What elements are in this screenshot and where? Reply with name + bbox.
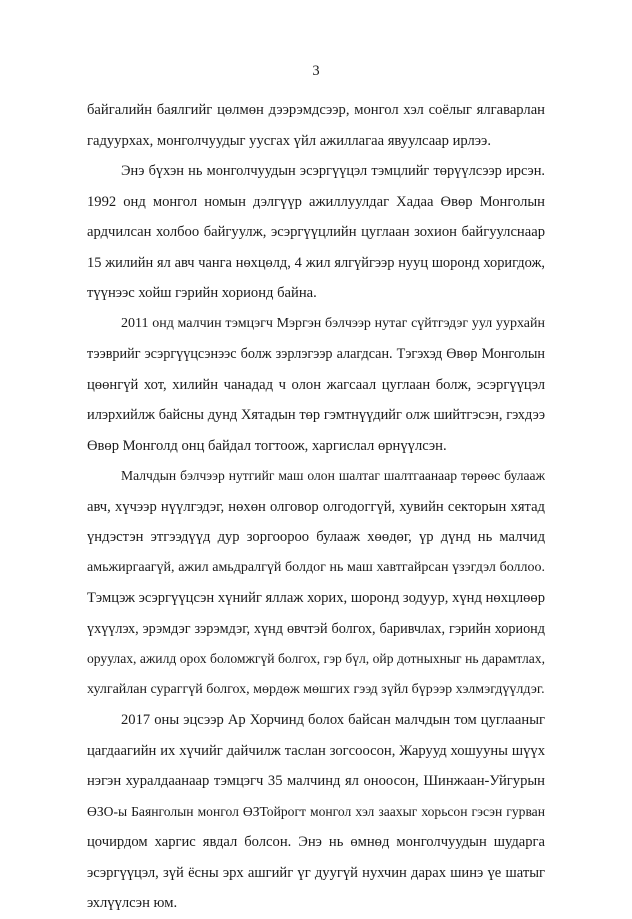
text-line: 15 жилийн ял авч чанга нөхцөлд, 4 жил ялгүйгээр нууц шоронд хоригдож, xyxy=(87,254,545,271)
text-line: оруулах, ажилд орох боломжгүй болгох, гэр бүл, ойр дотныхныг нь дарамтлах, xyxy=(87,651,545,666)
text-line: гадуурхах, монголчуудыг уусгах үйл ажиллагаа явуулсаар ирлээ. xyxy=(87,132,491,149)
page-number: 3 xyxy=(312,63,320,79)
text-line: Өвөр Монголд онц байдал тогтоож, харгислал өрнүүлсэн. xyxy=(87,437,447,454)
paragraph xyxy=(87,309,545,462)
text-line: байгалийн баялгийг цөлмөн дээрэмдсээр, монгол хэл соёлыг ялгаварлан xyxy=(87,102,545,118)
paragraph xyxy=(87,705,545,919)
text-line: нэгэн хуралдаанаар тэмцэгч 35 малчинд ял оноосон, Шинжаан-Уйгурын xyxy=(87,773,545,789)
text-line: цөөнгүй хот, хилийн чанадад ч олон жагсаал цуглаан болж, эсэргүүцэл xyxy=(87,376,545,393)
text-line: Энэ бүхэн нь монголчуудын эсэргүүцэл тэмцлийг төрүүлсээр ирсэн. xyxy=(121,163,545,179)
text-line: эсэргүүцэл, зүй ёсны эрх ашгийг үг дуугүй нухчин дарах шинэ үе шатыг xyxy=(87,864,545,881)
text-line: Тэмцэж эсэргүүцсэн хүнийг яллаж хорих, шоронд зодуур, хүнд нөхцлөөр xyxy=(87,590,545,606)
text-line: цочирдом харгис явдал болсон. Энэ нь өмнөд монголчуудын шударга xyxy=(87,834,545,850)
text-line: эхлүүлсэн юм. xyxy=(87,895,178,911)
text-line: амьжиргаагүй, ажил амьдралгүй болдог нь маш хавтгайрсан үзэгдэл боллоо. xyxy=(87,559,545,575)
text-line: хулгайлан сураггүй болгох, мөрдөж мөшгих гээд зүйл бүрээр хэлмэгдүүлдэг. xyxy=(87,681,545,697)
text-line: Малчдын бэлчээр нутгийг маш олон шалтаг шалтгаанаар төрөөс булааж xyxy=(121,468,545,483)
text-line: 2017 оны эцсээр Ар Хорчинд болох байсан малчдын том цуглааныг xyxy=(121,712,545,728)
text-line: тээврийг эсэргүүцсэнээс болж зэрлэгээр алагдсан. Тэгэхэд Өвөр Монголын xyxy=(87,346,545,362)
document-body xyxy=(87,95,545,919)
paragraph xyxy=(87,95,545,156)
text-line: цагдаагийн их хүчийг дайчилж таслан зогсоосон, Жарууд хошууны шүүх xyxy=(87,742,545,759)
text-line: авч, хүчээр нүүлгэдэг, нөхөн олговор олгодоггүй, хувийн секторын хятад xyxy=(87,498,545,515)
text-line: ӨЗО-ы Баянголын монгол ӨЗТойрогт монгол хэл заахыг хорьсон гэсэн гурван xyxy=(87,803,545,819)
text-line: 2011 онд малчин тэмцэгч Мэргэн бэлчээр нутаг сүйтгэдэг уул уурхайн xyxy=(121,315,545,331)
text-line: илэрхийлж байсны дунд Хятадын төр гэмтнүүдийг олж шийтгэсэн, гэхдээ xyxy=(87,407,545,423)
paragraph xyxy=(87,156,545,309)
text-line: түүнээс хойш гэрийн хорионд байна. xyxy=(87,285,317,301)
text-line: үндэстэн этгээдүүд дур зоргоороо булааж хөөдөг, үр дүнд нь малчид xyxy=(87,529,545,545)
text-line: ардчилсан холбоо байгуулж, эсэргүүцлийн цуглаан зохион байгуулснаар xyxy=(87,224,545,240)
paragraph xyxy=(87,461,545,705)
text-line: 1992 онд монгол номын дэлгүүр ажиллуулдаг Хадаа Өвөр Монголын xyxy=(87,193,545,210)
text-line: үхүүлэх, эрэмдэг зэрэмдэг, хүнд өвчтэй болгох, баривчлах, гэрийн хорионд xyxy=(87,620,545,637)
